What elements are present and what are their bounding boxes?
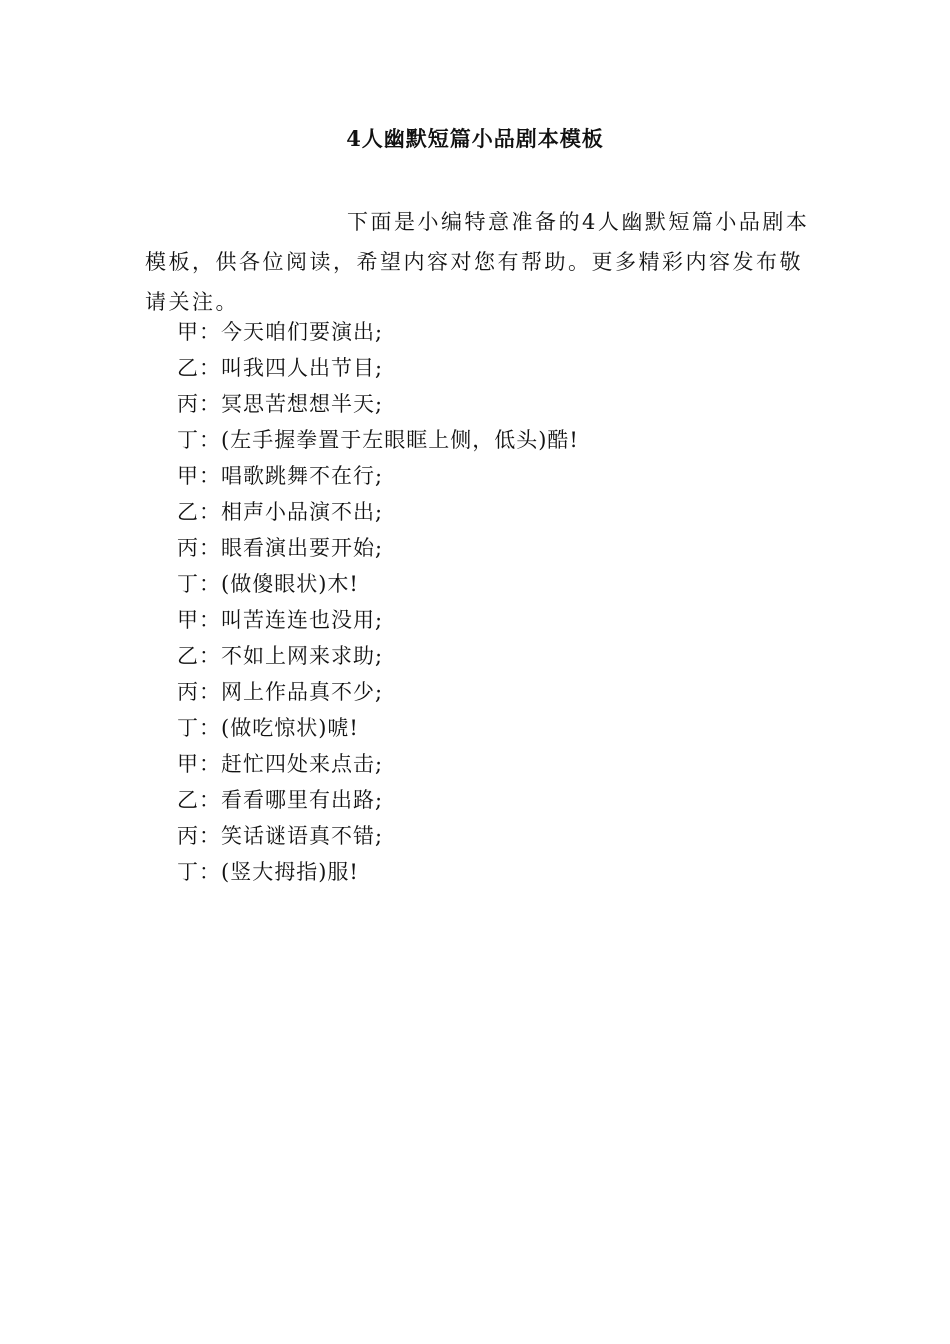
intro-paragraph: 下面是小编特意准备的4人幽默短篇小品剧本模板，供各位阅读，希望内容对您有帮助。更多精彩内容发布敬请关注。 xyxy=(145,210,810,314)
script-line: 乙：不如上网来求助; xyxy=(177,644,384,668)
script-line: 乙：看看哪里有出路; xyxy=(177,788,384,812)
script-line: 乙：相声小品演不出; xyxy=(177,500,384,524)
script-line: 丁：(竖大拇指)服! xyxy=(177,860,359,884)
script-line: 甲：今天咱们要演出; xyxy=(177,320,384,344)
script-line: 丁：(做傻眼状)木! xyxy=(177,572,359,596)
script-line: 丙：眼看演出要开始; xyxy=(177,536,384,560)
script-line: 丙：冥思苦想想半天; xyxy=(177,392,384,416)
script-lines xyxy=(177,314,579,890)
script-line: 甲：叫苦连连也没用; xyxy=(177,608,384,632)
script-line: 甲：唱歌跳舞不在行; xyxy=(177,464,384,488)
script-line: 丙：笑话谜语真不错; xyxy=(177,824,384,848)
script-line: 丁：(左手握拳置于左眼眶上侧，低头)酷! xyxy=(177,428,579,452)
script-line: 乙：叫我四人出节目; xyxy=(177,356,384,380)
document-title: 4人幽默短篇小品剧本模板 xyxy=(346,126,604,151)
script-line: 丁：(做吃惊状)唬! xyxy=(177,716,359,740)
script-line: 甲：赶忙四处来点击; xyxy=(177,752,384,776)
script-line: 丙：网上作品真不少; xyxy=(177,680,384,704)
